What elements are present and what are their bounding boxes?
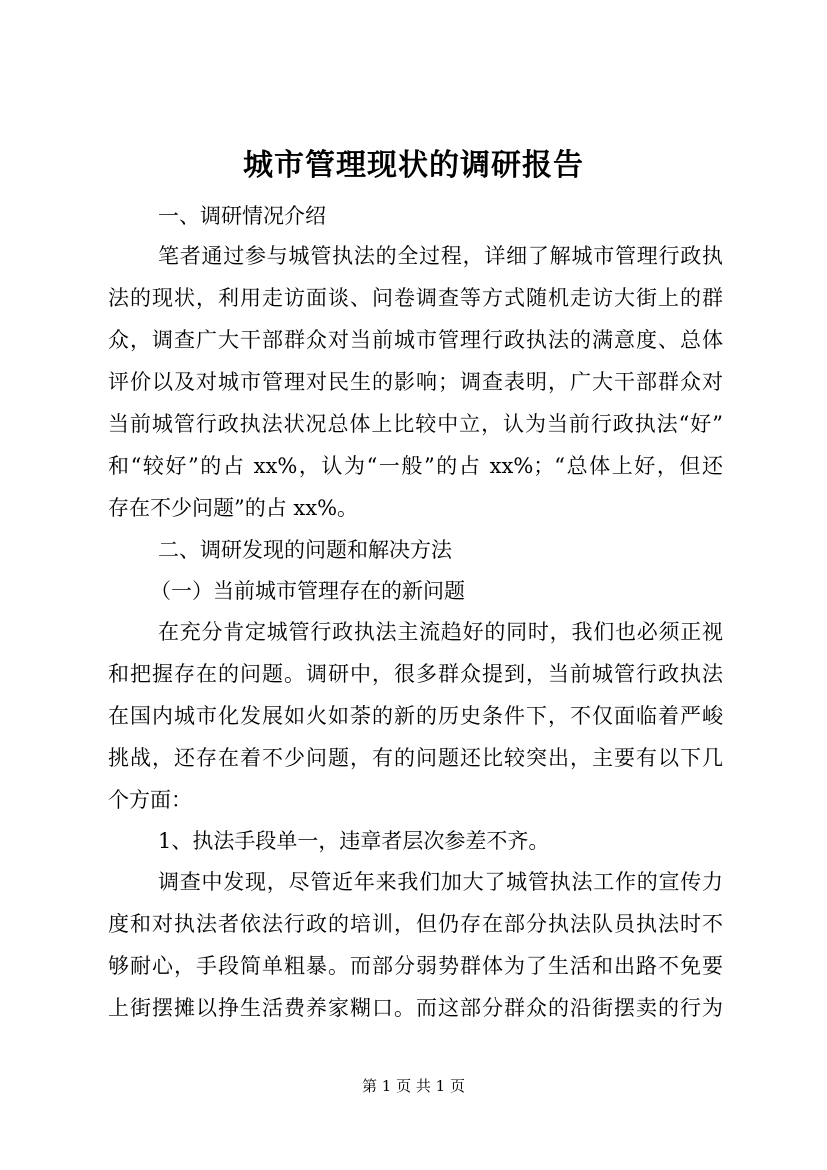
paragraph-line: 评价以及对城市管理对民生的影响；调查表明，广大干部群众对 <box>108 370 723 394</box>
paragraph-line: 笔者通过参与城管执法的全过程，详细了解城市管理行政执 <box>158 244 723 268</box>
paragraph-line: 度和对执法者依法行政的培训，但仍存在部分执法队员执法时不 <box>108 912 723 936</box>
paragraph-line: 法的现状，利用走访面谈、问卷调查等方式随机走访大街上的群 <box>108 286 723 310</box>
paragraph-line: 在充分肯定城管行政执法主流趋好的同时，我们也必须正视 <box>158 620 723 644</box>
paragraph-line: 在国内城市化发展如火如荼的新的历史条件下，不仅面临着严峻 <box>108 704 723 728</box>
paragraph-line: 够耐心，手段简单粗暴。而部分弱势群体为了生活和出路不免要 <box>108 954 723 978</box>
section-heading-2: 二、调研发现的问题和解决方法 <box>158 538 452 562</box>
paragraph-line: 调查中发现，尽管近年来我们加大了城管执法工作的宣传力 <box>158 870 723 894</box>
item-heading-1: 1、执法手段单一，违章者层次参差不齐。 <box>158 829 550 853</box>
subsection-heading-1: （一）当前城市管理存在的新问题 <box>150 579 465 603</box>
paragraph-line: 个方面： <box>108 788 192 812</box>
paragraph-line: 存在不少问题”的占 xx%。 <box>108 496 359 520</box>
document-title: 城市管理现状的调研报告 <box>243 148 584 183</box>
paragraph-line: 和把握存在的问题。调研中，很多群众提到，当前城管行政执法 <box>108 662 723 686</box>
paragraph-line: 上街摆摊以挣生活费养家糊口。而这部分群众的沿街摆卖的行为 <box>108 996 723 1020</box>
paragraph-line: 当前城管行政执法状况总体上比较中立，认为当前行政执法“好” <box>108 412 723 436</box>
page-footer: 第 1 页 共 1 页 <box>362 1077 465 1095</box>
paragraph-line: 众，调查广大干部群众对当前城市管理行政执法的满意度、总体 <box>108 328 723 352</box>
paragraph-line: 和“较好”的占 xx%，认为“一般”的占 xx%；“总体上好，但还 <box>108 454 723 478</box>
paragraph-line: 挑战，还存在着不少问题，有的问题还比较突出，主要有以下几 <box>108 746 723 770</box>
section-heading-1: 一、调研情况介绍 <box>158 204 326 228</box>
